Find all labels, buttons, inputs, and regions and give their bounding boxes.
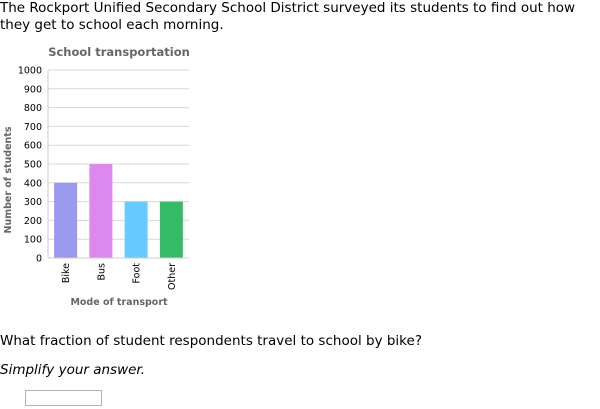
bar-other — [160, 202, 183, 258]
bar-foot — [125, 202, 148, 258]
transport-bar-chart — [0, 40, 200, 320]
y-tick-label: 200 — [23, 215, 42, 227]
y-axis-ticks — [18, 66, 42, 265]
hint-text: Simplify your answer. — [0, 362, 146, 378]
x-axis-categories — [61, 263, 178, 290]
y-tick-label: 800 — [23, 103, 42, 115]
answer-input[interactable] — [25, 390, 102, 406]
chart-title: School transportation — [48, 45, 190, 59]
bar-bus — [89, 164, 112, 258]
x-category-label: Bus — [96, 263, 108, 281]
x-category-label: Other — [166, 263, 178, 290]
y-tick-label: 900 — [23, 84, 42, 96]
y-tick-label: 700 — [23, 121, 42, 133]
problem-intro-text: The Rockport Unified Secondary School District surveyed its students to find out how they get to school each morning. — [0, 0, 576, 33]
y-axis-title: Number of students — [3, 126, 14, 234]
bar-bike — [54, 183, 77, 258]
x-category-label: Foot — [131, 263, 143, 284]
y-tick-label: 1000 — [17, 65, 42, 77]
y-tick-label: 600 — [23, 140, 42, 152]
x-category-label: Bike — [61, 263, 73, 284]
x-axis-title: Mode of transport — [70, 297, 168, 308]
y-tick-label: 400 — [23, 178, 42, 190]
y-tick-label: 300 — [23, 197, 42, 209]
chart-bars — [54, 164, 183, 258]
y-tick-label: 500 — [23, 159, 42, 171]
y-tick-label: 100 — [23, 234, 42, 246]
question-text: What fraction of student respondents travel to school by bike? — [0, 333, 422, 349]
y-tick-label: 0 — [35, 253, 42, 265]
